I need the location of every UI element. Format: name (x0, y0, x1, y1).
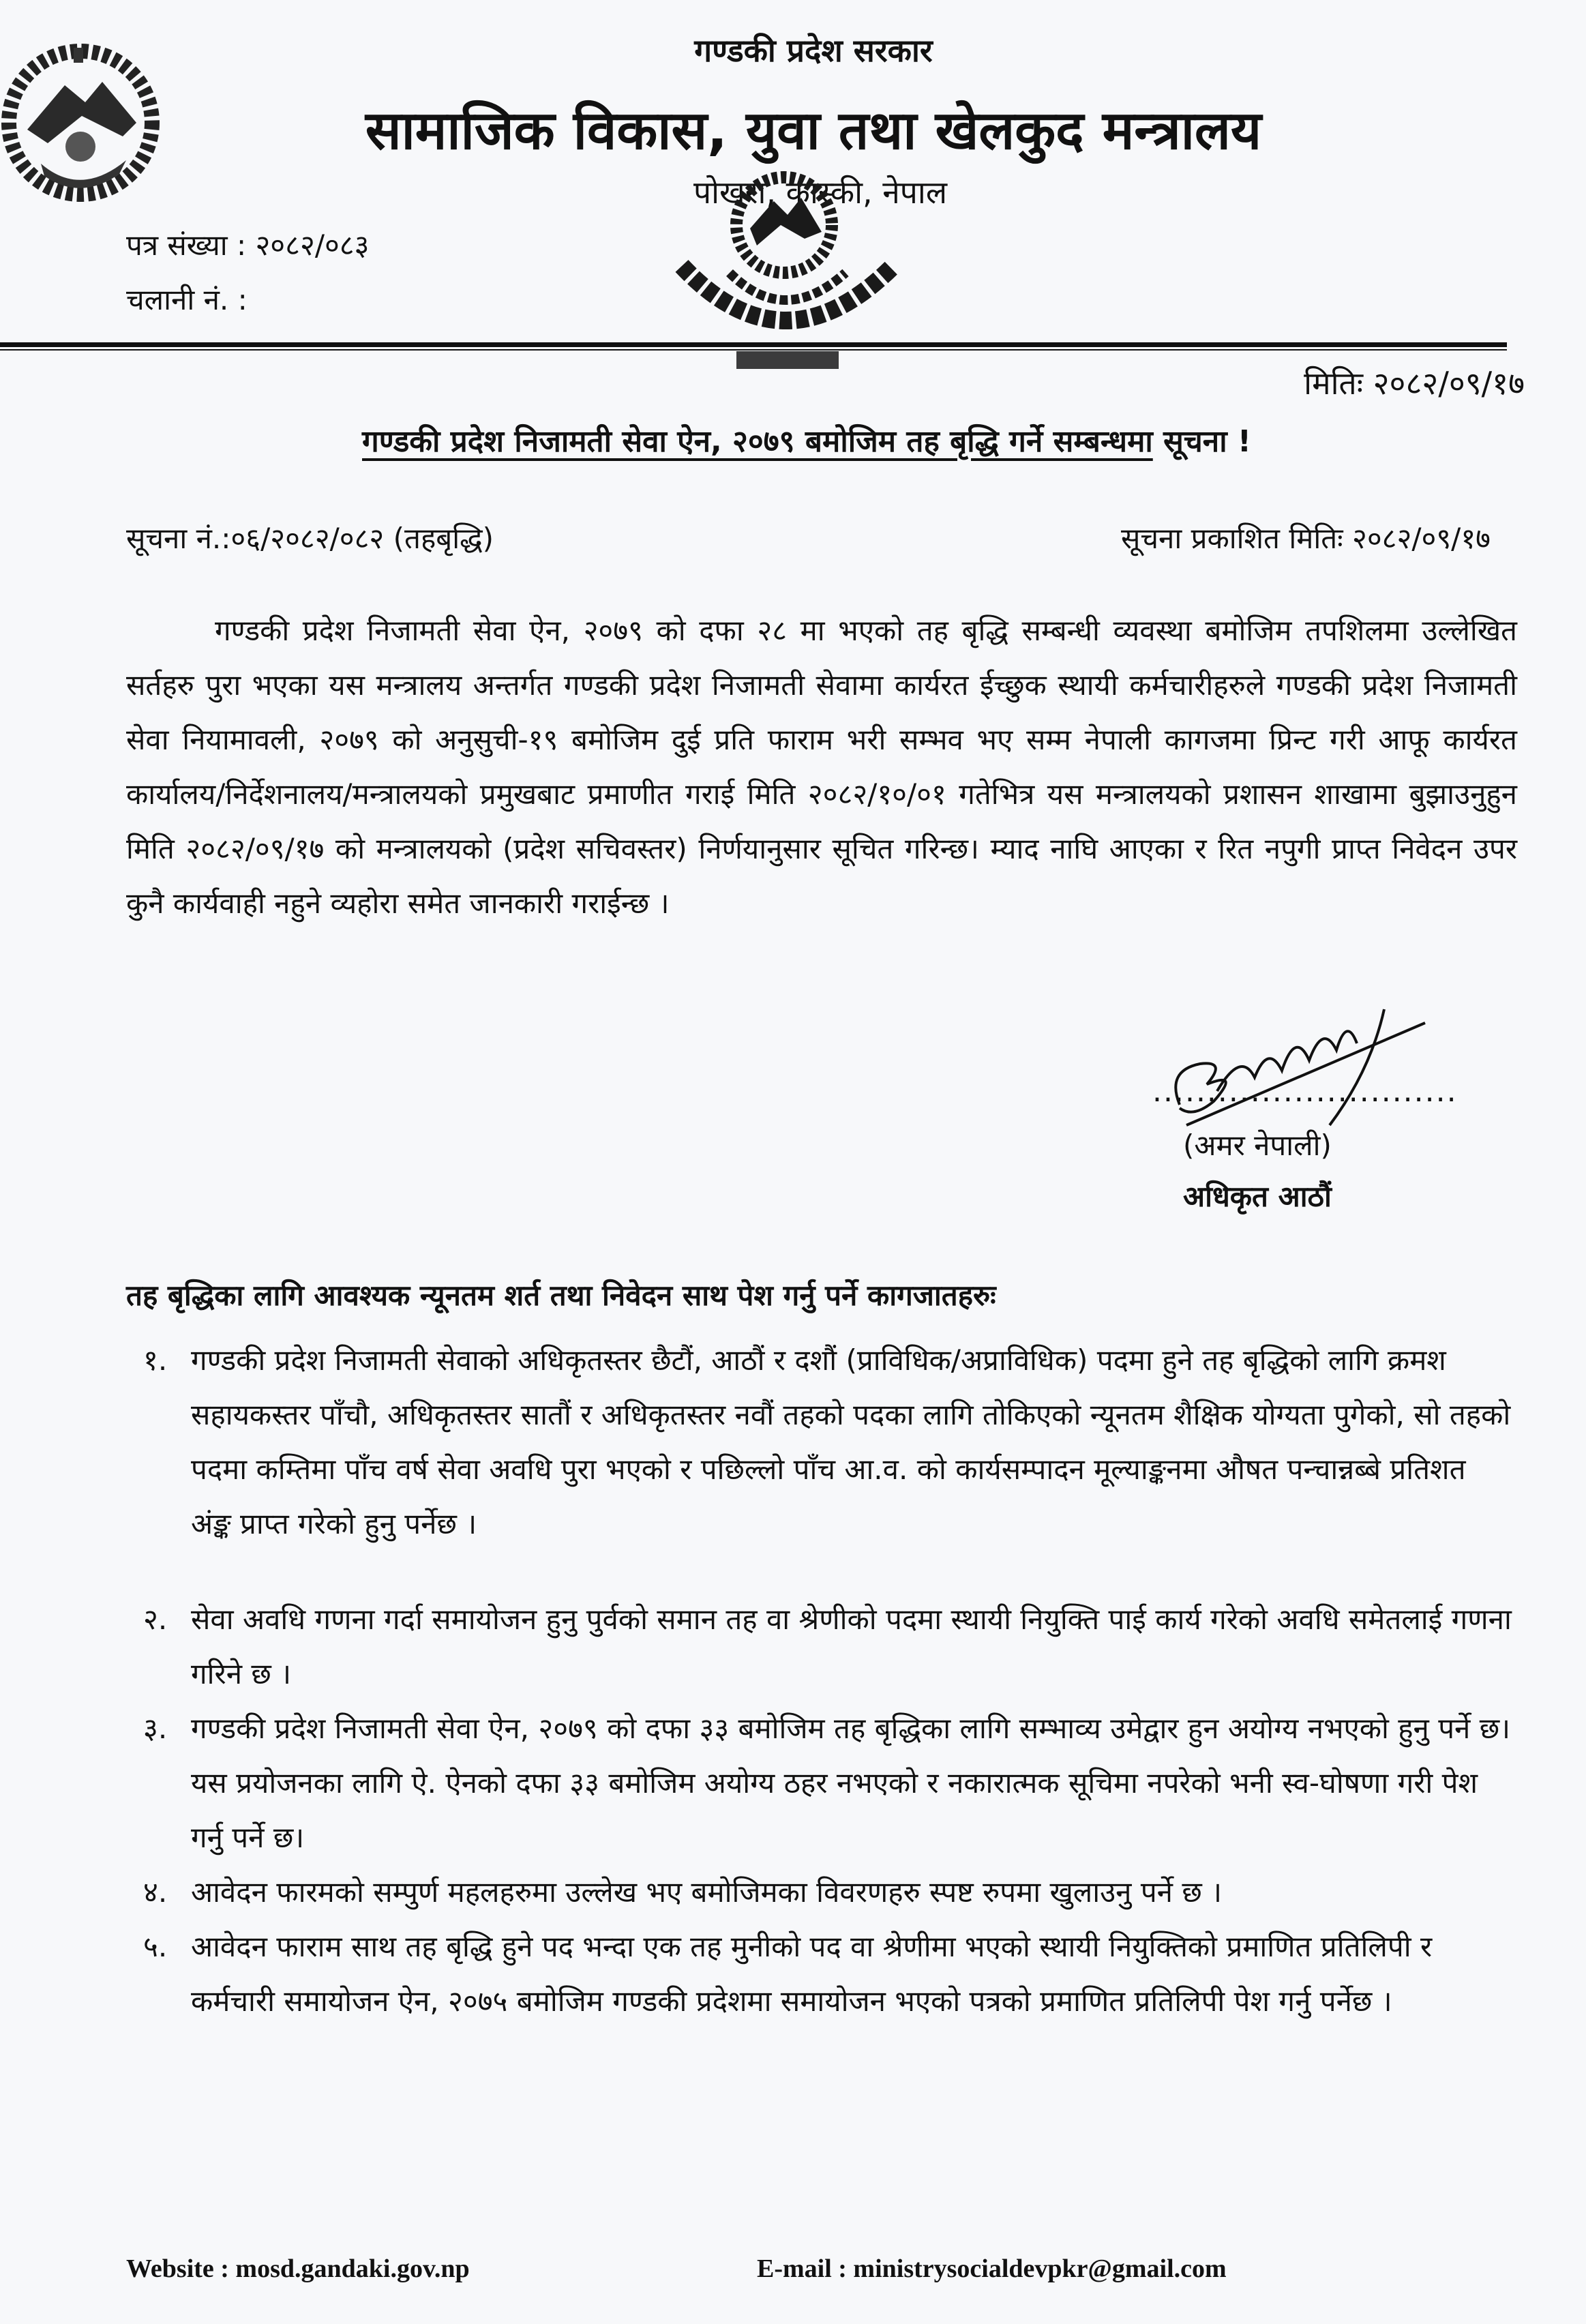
requirement-text: गण्डकी प्रदेश निजामती सेवाको अधिकृतस्तर छैटौं, आठौं र दशौं (प्राविधिक/अप्राविधिक) पदमा हुने तह बृद्धिको लागि क्रमश सहायकस्तर पाँचौ, अधिकृतस्तर सातौं र अधिकृतस्तर नवौं तहको पदका लागि तोकिएको न्यूनतम शैक्षिक योग्यता पुगेको, सो तहको पदमा कम्तिमा पाँच वर्ष सेवा अवधि पुरा भएको र पछिल्लो पाँच आ.व. को कार्यसम्पादन मूल्याङ्कनमा औषत पन्चान्नब्बे प्रतिशत अंङ्क प्राप्त गरेको हुनु पर्नेछ । (191, 1343, 1511, 1540)
letter-number-value: २०८२/०८३ (255, 228, 370, 262)
notice-published-date: सूचना प्रकाशित मितिः २०८२/०९/१७ (1120, 522, 1491, 555)
letter-number-label: पत्र संख्या : (126, 228, 247, 262)
signature-dotted-line: ............................ (1152, 1074, 1458, 1109)
header-divider-thick (0, 342, 1507, 347)
requirement-item (143, 1865, 1514, 1920)
signer-name: (अमर नेपाली) (1183, 1129, 1332, 1162)
requirement-number: ३. (143, 1712, 168, 1745)
requirement-text: गण्डकी प्रदेश निजामती सेवा ऐन, २०७९ को दफा ३३ बमोजिम तह बृद्धिका लागि सम्भाव्य उमेद्वार हुन अयोग्य नभएको हुनु पर्ने छ। यस प्रयोजनका लागि ऐ. ऐनको दफा ३३ बमोजिम अयोग्य ठहर नभएको र नकारात्मक सूचिमा नपरेको भनी स्व-घोषणा गरी पेश गर्नु पर्ने छ। (191, 1712, 1511, 1854)
requirements-heading: तह बृद्धिका लागि आवश्यक न्यूनतम शर्त तथा निवेदन साथ पेश गर्नु पर्ने कागजातहरुः (126, 1279, 996, 1312)
body-paragraph-text: गण्डकी प्रदेश निजामती सेवा ऐन, २०७९ को दफा २८ मा भएको तह बृद्धि सम्बन्धी व्यवस्था बमोजिम तपशिलमा उल्लेखित सर्तहरु पुरा भएका यस मन्त्रालय अन्तर्गत गण्डकी प्रदेश निजामती सेवामा कार्यरत ईच्छुक स्थायी कर्मचारीहरुले गण्डकी प्रदेश निजामती सेवा नियामावली, २०७९ को अनुसुची-१९ बमोजिम दुई प्रति फाराम भरी सम्भव भए सम्म नेपाली कागजमा प्रिन्ट गरी आफू कार्यरत कार्यालय/निर्देशनालय/मन्त्रालयको प्रमुखबाट प्रमाणीत गराई मिति २०८२/१०/०१ गतेभित्र यस मन्त्रालयको प्रशासन शाखामा बुझाउनुहुन मिति २०८२/०९/१७ को मन्त्रालयको (प्रदेश सचिवस्तर) निर्णयानुसार सूचित गरिन्छ। म्याद नाघि आएका र रित नपुगी प्राप्त निवेदन उपर कुनै कार्यवाही नहुने व्यहोरा समेत जानकारी गराईन्छ । (126, 614, 1517, 920)
government-name: गण्डकी प्रदेश सरकार (694, 32, 933, 69)
requirement-number: ४. (143, 1875, 168, 1909)
requirement-item (143, 1701, 1514, 1865)
letter-date: मितिः २०८२/०९/१७ (1304, 365, 1525, 402)
body-paragraph (126, 604, 1517, 931)
dispatch-number-label: चलानी नं. : (126, 283, 248, 316)
footer-email[interactable]: E-mail : ministrysocialdevpkr@gmail.com (757, 2254, 1227, 2283)
footer-website[interactable]: Website : mosd.gandaki.gov.np (126, 2254, 470, 2283)
notice-title (0, 419, 1586, 460)
requirement-text: आवेदन फारमको सम्पुर्ण महलहरुमा उल्लेख भए बमोजिमका विवरणहरु स्पष्ट रुपमा खुलाउनु पर्ने छ । (191, 1875, 1223, 1909)
requirement-item (143, 1920, 1514, 2029)
notice-title-underlined: गण्डकी प्रदेश निजामती सेवा ऐन, २०७९ बमोजिम तह बृद्धि गर्ने सम्बन्धमा (362, 424, 1153, 459)
notice-number: सूचना नं.:०६/२०८२/०८२ (तहबृद्धि) (126, 522, 494, 555)
letter-number (126, 225, 369, 264)
requirement-number: २. (143, 1603, 168, 1636)
ministry-address: पोखरा, कास्की, नेपाल (693, 174, 948, 211)
dispatch-number (126, 280, 248, 318)
requirement-item (143, 1333, 1514, 1551)
notice-title-suffix: सूचना ! (1152, 424, 1251, 459)
requirement-number: १. (143, 1343, 168, 1377)
requirement-item (143, 1592, 1514, 1701)
signer-designation: अधिकृत आठौं (1183, 1180, 1332, 1213)
requirement-text: आवेदन फाराम साथ तह बृद्धि हुने पद भन्दा एक तह मुनीको पद वा श्रेणीमा भएको स्थायी नियुक्तिको प्रमाणित प्रतिलिपी र कर्मचारी समायोजन ऐन, २०७५ बमोजिम गण्डकी प्रदेशमा समायोजन भएको पत्रको प्रमाणित प्रतिलिपी पेश गर्नु पर्नेछ । (191, 1930, 1433, 2018)
header-divider-thin (0, 349, 1507, 351)
ministry-name: सामाजिक विकास, युवा तथा खेलकुद मन्त्रालय (365, 100, 1262, 162)
requirement-number: ५. (143, 1930, 168, 1963)
office-seal-stamp (655, 170, 921, 389)
requirement-text: सेवा अवधि गणना गर्दा समायोजन हुनु पुर्वको समान तह वा श्रेणीको पदमा स्थायी नियुक्ति पाई कार्य गरेको अवधि समेतलाई गणना गरिने छ । (191, 1603, 1512, 1690)
